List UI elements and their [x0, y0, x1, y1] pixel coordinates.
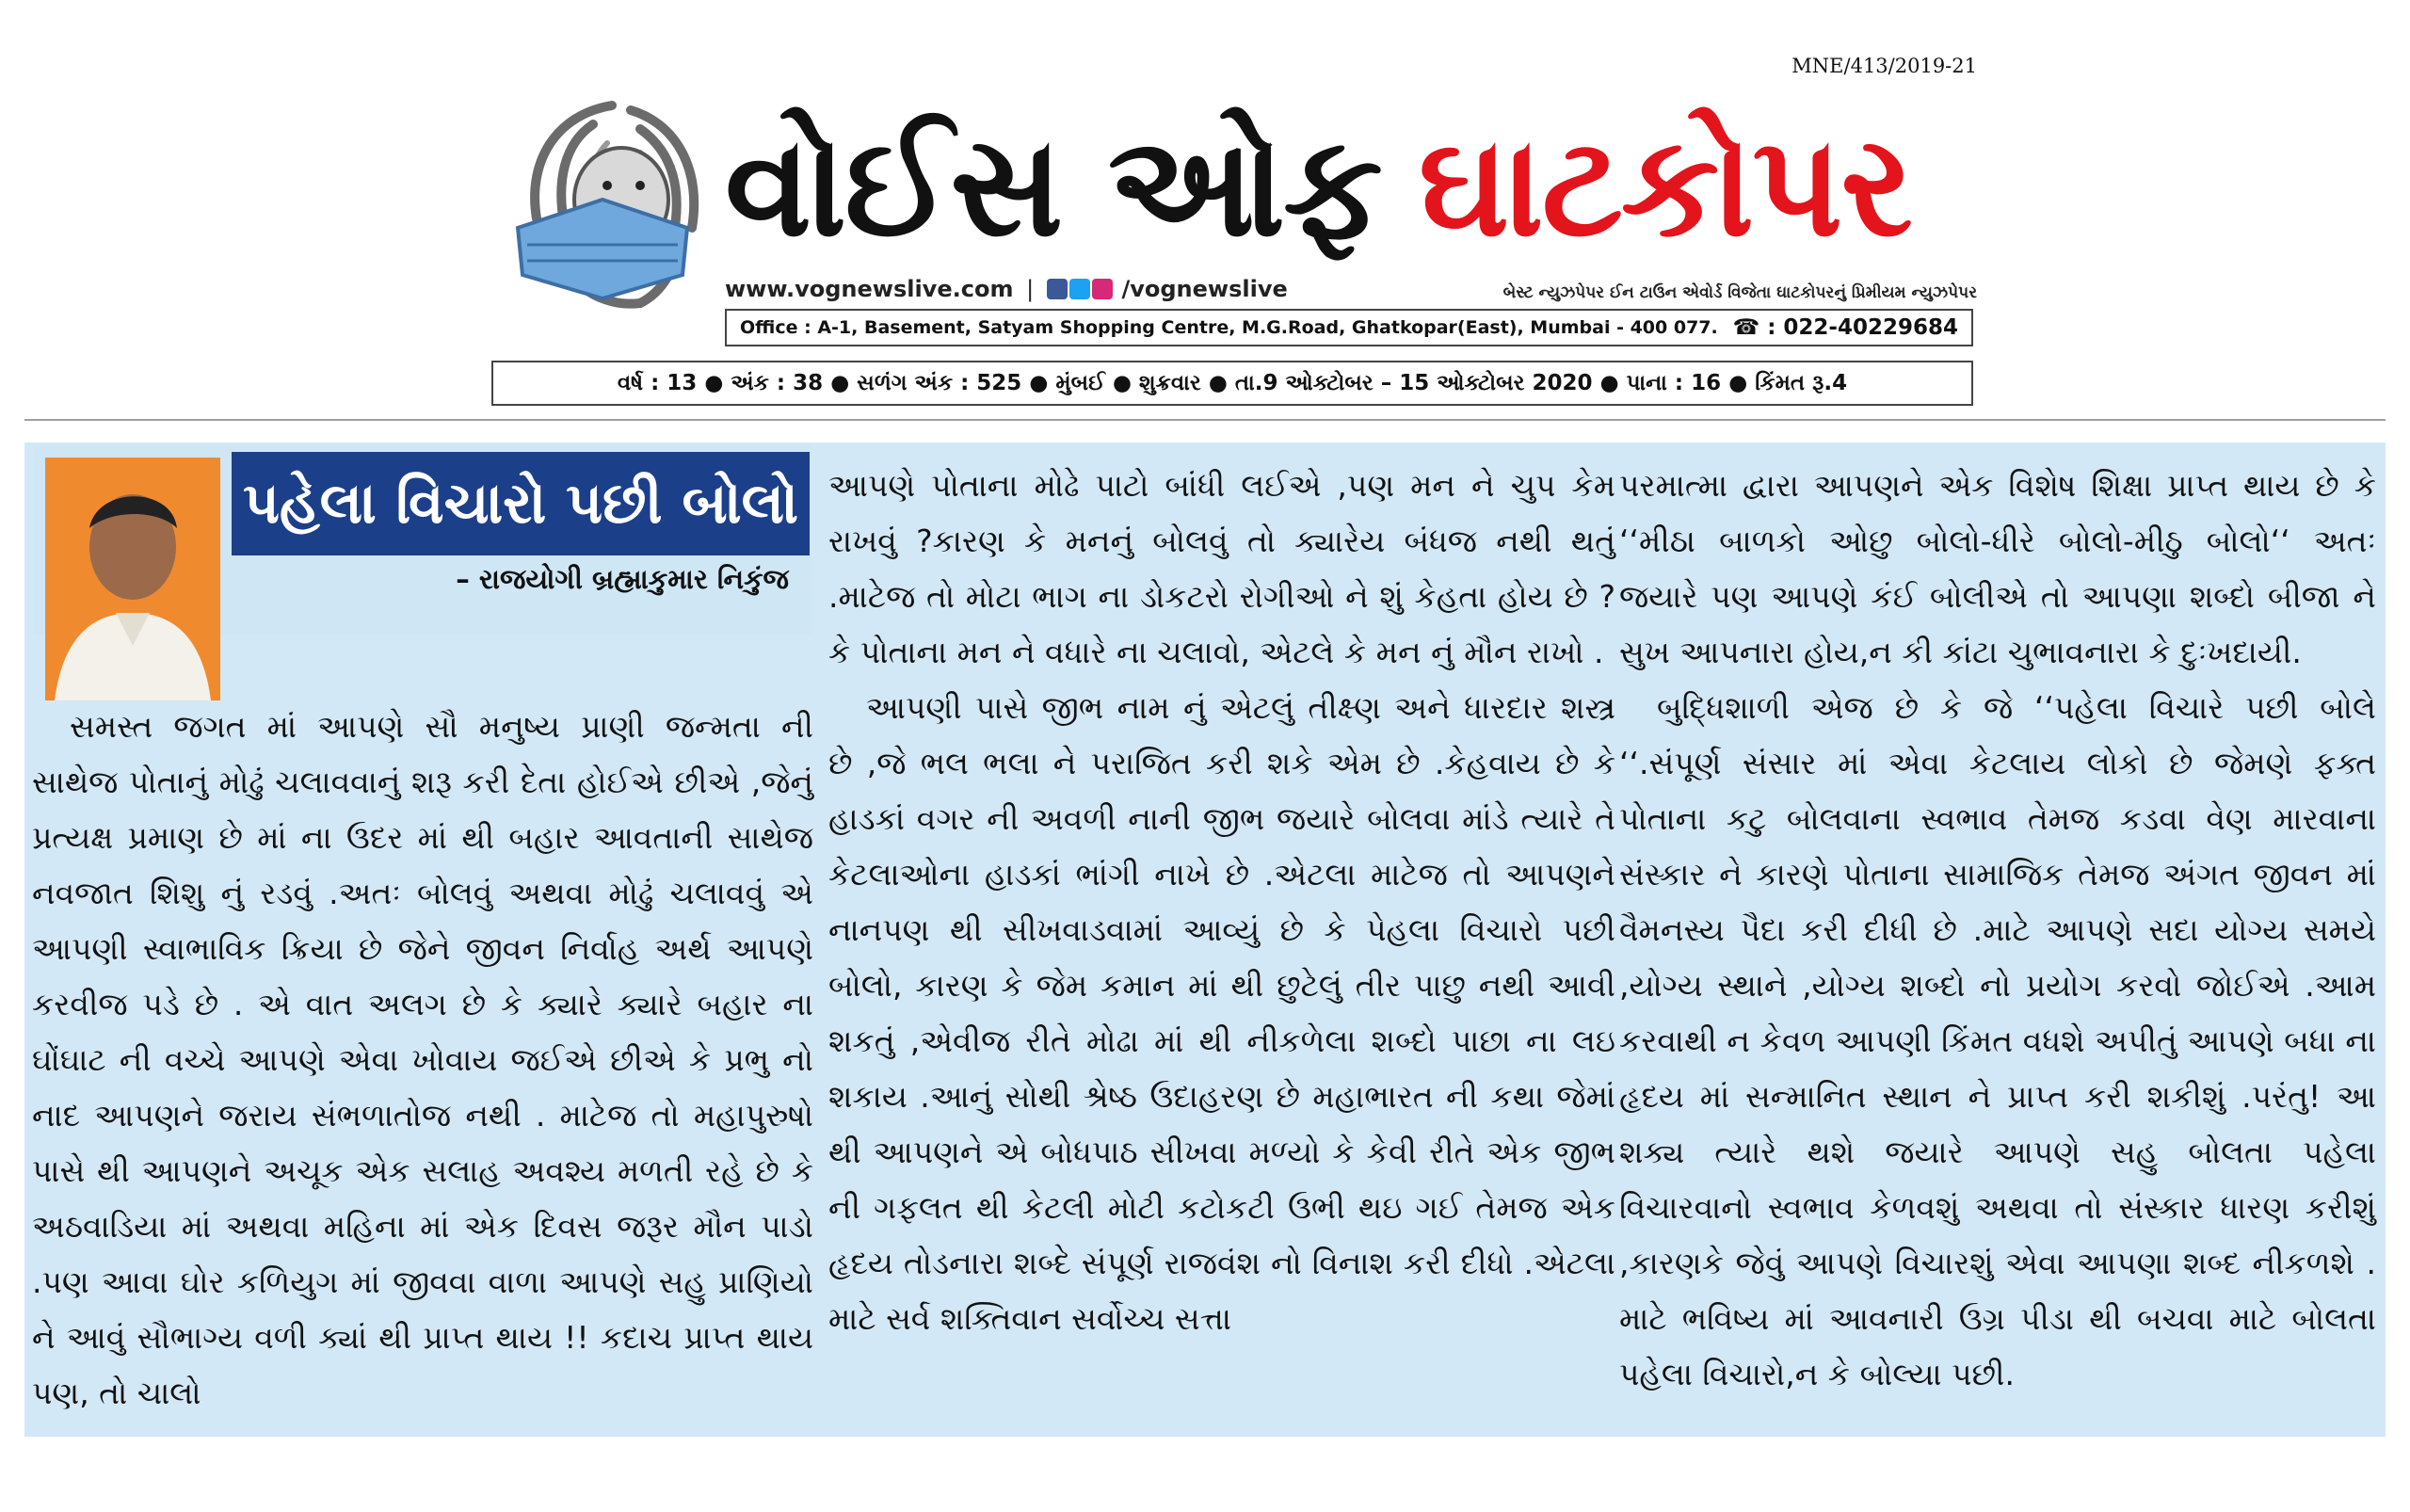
paragraph: બુદ્ધિશાળી એજ છે કે જે ‘‘પહેલા વિચારે પછી બોલે ‘‘.સંપૂર્ણ સંસાર માં એવા કેટલાય લોકો છે જેમણે ફક્ત પોતાના કટુ બોલવાના સ્વભાવ તેમજ કડવા વેણ મારવાના સંસ્કાર ને કારણે પોતાના સામાજિક તેમજ અંગત જીવન માં વૈમનસ્ય પૈદા કરી દીધી છે .માટે આપણે સદા યોગ્ય સમયે ,યોગ્ય સ્થાને ,યોગ્ય શબ્દો નો પ્રયોગ કરવો જોઈએ .આમ કરવાથી ન કેવળ આપણી કિંમત વધશે અપીતું આપણે બધા ના હૃદય માં સન્માનિત સ્થાન ને પ્રાપ્ત કરી શકીશું .પરંતુ! આ શક્ય ત્યારે થશે જયારે આપણે સહુ બોલતા પહેલા વિચારવાનો સ્વભાવ કેળવશું અથવા તો સંસ્કાર ધારણ કરીશું ,કારણકે જેવું આપણે વિચારશું એવા આપણા શબ્દ નીકળશે . માટે ભવિષ્ય માં આવનારી ઉગ્ર પીડા થી બચવા માટે બોલતા પહેલા વિચારો,ન કે બોલ્યા પછી. — [1619, 689, 2376, 1392]
separator: | — [1026, 276, 1035, 302]
phone-number: ☎ : 022-40229684 — [1732, 315, 1958, 340]
paragraph: પરમાત્મા દ્વારા આપણને એક વિશેષ શિક્ષા પ્રાપ્ત થાય છે કે ‘‘મીઠા બાળકો ઓછુ બોલો-ધીરે બોલો-મીઠુ બોલો‘‘ અતઃ જયારે પણ આપણે કંઈ બોલીએ તો આપણા શબ્દો બીજા ને સુખ આપનારા હોય,ન કી કાંટા ચુભાવનારા કે દુઃખદાયી. — [1619, 467, 2377, 670]
article-byline: – રાજયોગી બ્રહ્માકુમાર નિકુંજ — [456, 563, 789, 595]
author-photo — [45, 458, 220, 700]
website-link[interactable]: www.vognewslive.com — [725, 276, 1014, 302]
social-handle[interactable]: /vognewslive — [1121, 276, 1288, 302]
title-red-part: ઘાટકોપર — [1418, 105, 1911, 267]
paragraph: આપણે પોતાના મોઢે પાટો બાંધી લઈએ ,પણ મન ને ચુપ કેમ રાખવું ?કારણ કે મનનું બોલવું તો ક્યારેય બંધજ નથી થતું .માટેજ તો મોટા ભાગ ના ડોકટરો રોગીઓ ને શું કેહતા હોય છે ?કે પોતાના મન ને વધારે ના ચલાવો, એટલે કે મન નું મૌન રાખો . — [828, 467, 1615, 670]
registration-number: MNE/413/2019-21 — [1791, 55, 1977, 77]
article-column-1 — [32, 699, 813, 1421]
paragraph: આપણી પાસે જીભ નામ નું એટલું તીક્ષ્ણ અને ધારદાર શસ્ત્ર છે ,જે ભલ ભલા ને પરાજિત કરી શકે એમ છે .કેહવાય છે કે હાડકાં વગર ની અવળી નાની જીભ જયારે બોલવા માંડે ત્યારે તે કેટલાઓના હાડકાં ભાંગી નાખે છે .એટલા માટેજ તો આપણને નાનપણ થી સીખવાડવામાં આવ્યું છે કે પેહલા વિચારો પછી બોલો, કારણ કે જેમ કમાન માં થી છુટેલું તીર પાછુ નથી આવી શકતું ,એવીજ રીતે મોઢા માં થી નીકળેલા શબ્દો પાછા ના લઇ શકાય .આનું સોથી શ્રેષ્ઠ ઉદાહરણ છે મહાભારત ની કથા જેમાં થી આપણને એ બોધપાઠ સીખવા મળ્યો કે કેવી રીતે એક જીભ ની ગફલત થી કેટલી મોટી કટોકટી ઉભી થઇ ગઈ તેમજ એક હૃદય તોડનારા શબ્દે સંપૂર્ણ રાજવંશ નો વિનાશ કરી દીધો .એટલા માટે સર્વ શક્તિવાન સર્વોચ્ચ સત્તા — [828, 689, 1615, 1337]
contact-subline — [725, 273, 1977, 305]
facebook-icon[interactable] — [1047, 279, 1068, 299]
award-tagline: બેસ્ટ ન્યુઝપેપર ઈન ટાઉન એવોર્ડ વિજેતા ઘાટકોપરનું પ્રિમીયમ ન્યુઝપેપર — [1502, 283, 1977, 302]
title-black-part: વોઈસ ઓફ — [725, 105, 1381, 267]
paragraph: સમસ્ત જગત માં આપણે સૌ મનુષ્ય પ્રાણી જન્મતા ની સાથેજ પોતાનું મોઢું ચલાવવાનું શરૂ કરી દેતા હોઈએ છીએ ,જેનું પ્રત્યક્ષ પ્રમાણ છે માં ના ઉદર માં થી બહાર આવતાની સાથેજ નવજાત શિશુ નું રડવું .અતઃ બોલવું અથવા મોઢું ચલાવવું એ આપણી સ્વાભાવિક ક્રિયા છે જેને જીવન નિર્વાહ અર્થ આપણે કરવીજ પડે છે . એ વાત અલગ છે કે ક્યારે ક્યારે બહાર ના ઘોંઘાટ ની વચ્ચે આપણે એવા ખોવાય જઈએ છીએ કે પ્રભુ નો નાદ આપણને જરાય સંભળાતોજ નથી . માટેજ તો મહાપુરુષો પાસે થી આપણને અચૂક એક સલાહ અવશ્ય મળતી રહે છે કે અઠવાડિયા માં અથવા મહિના માં એક દિવસ જરૂર મૌન પાડો .પણ આવા ઘોર કળિયુગ માં જીવવા વાળા આપણે સહુ પ્રાણિયો ને આવું સૌભાગ્ય વળી ક્યાં થી પ્રાપ્ત થાય !! કદાચ પ્રાપ્ત થાય પણ, તો ચાલો — [32, 708, 813, 1411]
issue-info-bar: વર્ષ : 13 ● અંક : 38 ● સળંગ અંક : 525 ● મુંબઈ ● શુક્રવાર ● તા.9 ઓક્ટોબર – 15 ઓક્ટોબર 2020 ● પાના : 16 ● કિંમત રૂ.4 — [491, 361, 1973, 406]
office-address: Office : A-1, Basement, Satyam Shopping Centre, M.G.Road, Ghatkopar(East), Mumbai - 400 077. — [740, 317, 1718, 338]
lion-mask-logo-icon — [499, 87, 715, 322]
newspaper-title — [725, 92, 1977, 281]
instagram-icon[interactable] — [1092, 279, 1113, 299]
masthead-divider — [24, 419, 2386, 421]
article-column-2 — [828, 458, 1615, 1346]
article-panel — [24, 442, 2386, 1437]
office-address-box — [725, 309, 1973, 346]
article-column-3 — [1619, 458, 2376, 1402]
article-header — [34, 446, 811, 635]
article-headline: પહેલા વિચારો પછી બોલો — [232, 452, 810, 555]
twitter-icon[interactable] — [1069, 279, 1090, 299]
